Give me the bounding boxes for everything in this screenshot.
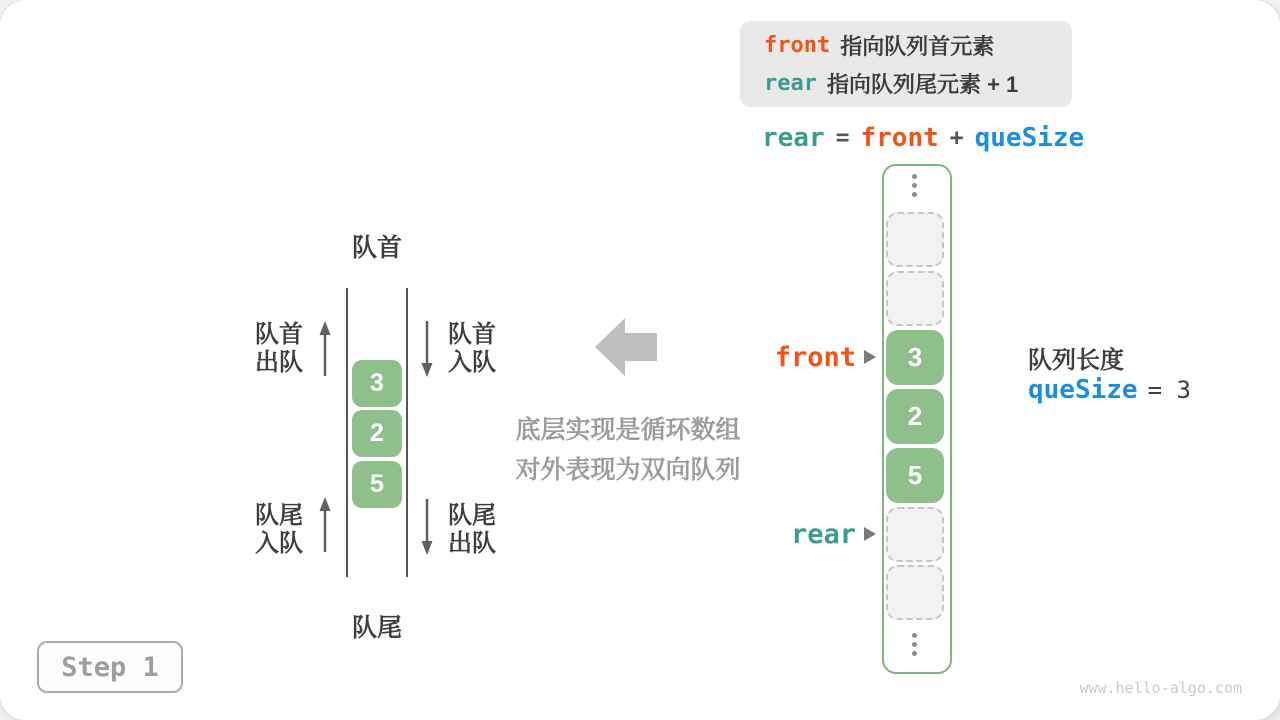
rear-pointer [766, 520, 876, 548]
label-rear-dequeue: 队尾 出队 [448, 502, 496, 557]
deque-rear-title: 队尾 [351, 614, 402, 642]
rear-pointer-label: rear [790, 518, 856, 550]
front-description: 指向队列首元素 [840, 33, 995, 59]
deque-cell: 2 [352, 410, 402, 457]
array-cell-filled: 5 [886, 448, 944, 503]
ellipsis-bottom-icon [912, 633, 917, 656]
quesize-code-label: queSize [1028, 375, 1138, 405]
formula-rear: rear [762, 123, 825, 153]
array-cell-filled: 3 [886, 330, 944, 385]
legend-line-front [764, 30, 1072, 61]
legend-box [740, 21, 1072, 107]
formula [762, 123, 1084, 153]
array-cell-empty [886, 271, 944, 326]
label-rear-enqueue: 队尾 入队 [255, 502, 303, 557]
front-pointer [766, 343, 876, 371]
deque-cell: 5 [352, 461, 402, 508]
pointer-arrow-icon [864, 527, 876, 541]
quesize-value: = 3 [1147, 376, 1191, 404]
formula-equals: = [835, 125, 850, 151]
deque-right-wall [406, 288, 408, 577]
rear-code-label: rear [764, 70, 817, 96]
up-arrow-icon [317, 497, 333, 554]
ellipsis-top-icon [912, 174, 917, 197]
label-front-enqueue: 队首 入队 [448, 321, 496, 376]
array-cell-filled: 2 [886, 389, 944, 444]
up-arrow-icon [317, 321, 333, 378]
legend-line-rear [764, 68, 1072, 99]
deque-cell: 3 [352, 360, 402, 407]
formula-plus: + [949, 125, 964, 151]
down-arrow-icon [419, 319, 435, 377]
array-cell-empty [886, 507, 944, 562]
front-code-label: front [764, 32, 831, 58]
annotation-text: 底层实现是循环数组 对外表现为双向队列 [515, 416, 741, 484]
array-cell-empty [886, 565, 944, 620]
array-cell-empty [886, 212, 944, 267]
deque-front-title: 队首 [351, 234, 402, 262]
step-badge: Step 1 [37, 641, 183, 693]
formula-front: front [860, 123, 939, 153]
pointer-arrow-icon [864, 350, 876, 364]
label-front-dequeue: 队首 出队 [255, 321, 303, 376]
down-arrow-icon [419, 497, 435, 555]
front-pointer-label: front [774, 341, 856, 373]
queue-length-title: 队列长度 [1028, 347, 1124, 374]
formula-quesize: queSize [974, 123, 1085, 153]
watermark: www.hello-algo.com [1079, 679, 1242, 697]
deque-left-wall [346, 288, 348, 577]
queue-length-value [1028, 375, 1191, 405]
rear-description: 指向队列尾元素 + 1 [826, 71, 1019, 97]
big-left-arrow-icon [595, 318, 657, 376]
